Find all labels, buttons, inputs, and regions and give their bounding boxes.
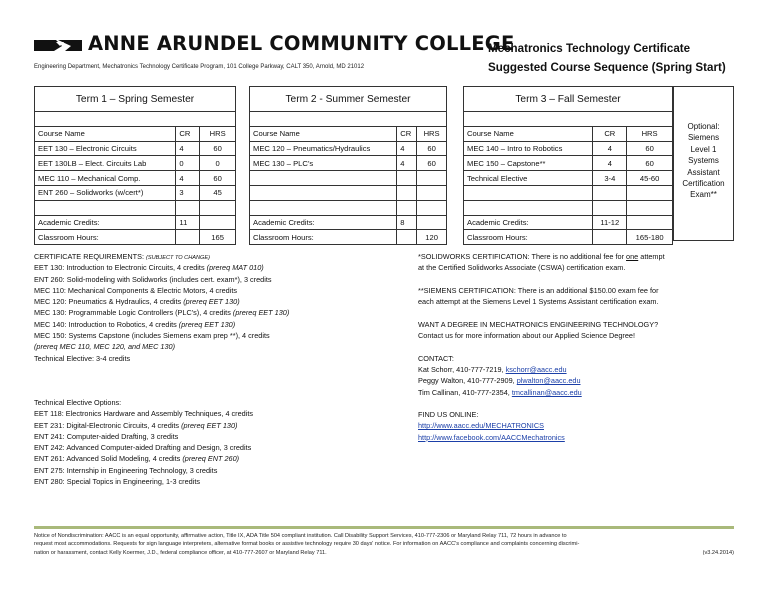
column-course-name: Course Name (35, 126, 176, 141)
course-cell: MEC 150 – Capstone** (464, 156, 593, 171)
course-text: EET 130: Introduction to Electronic Circuits, 4 credits (34, 263, 207, 273)
optional-line: Level 1 (690, 144, 717, 154)
course-text: ENT 280: Special Topics in Engineering, 1-3 credits (34, 477, 201, 487)
notice-line-1: Notice of Nondiscrimination: AACC is an equal opportunity, affirmative action, Title IX, ADA Title 504 compliant institution. Call Disability Support Services, 410-777-2306 or Maryland Relay 711, 72 hours in advance to (34, 533, 567, 539)
academic-credits-row (250, 215, 447, 230)
contact-row (418, 364, 665, 375)
cr-cell: 4 (397, 141, 417, 156)
course-text: Technical Elective: 3-4 credits (34, 353, 131, 363)
list-item (34, 274, 289, 285)
hrs-cell (417, 171, 447, 186)
course-text: EET 118: Electronics Hardware and Assembly Techniques, 4 credits (34, 409, 254, 419)
academic-credits-row (35, 215, 236, 230)
list-item (34, 476, 253, 487)
facebook-link[interactable]: http://www.facebook.com/AACCMechatronics (418, 432, 565, 442)
cr-cell (397, 185, 417, 200)
course-note: (prereq EET 130) (232, 308, 290, 318)
optional-line: Systems (688, 156, 719, 166)
hours-value: 120 (417, 230, 447, 245)
course-note: (prereq EET 130) (183, 297, 240, 307)
table-row (35, 171, 236, 186)
list-item (34, 353, 289, 364)
academic-credits-row (464, 215, 673, 230)
column-cr: CR (593, 126, 627, 141)
college-logo (34, 32, 515, 55)
course-cell: Technical Elective (464, 171, 593, 186)
cr-cell: 3 (176, 185, 200, 200)
credits-value: 8 (397, 215, 417, 230)
hrs-cell: 60 (627, 156, 673, 171)
column-cr: CR (397, 126, 417, 141)
column-cr: CR (176, 126, 200, 141)
course-text: ENT 275: Internship in Engineering Technology, 3 credits (34, 465, 218, 475)
document-title-line-2: Suggested Course Sequence (Spring Start) (488, 61, 726, 74)
hrs-cell: 60 (417, 156, 447, 171)
list-item (34, 431, 253, 442)
course-text: MEC 110: Mechanical Components & Electric Motors, 4 credits (34, 285, 238, 295)
term-2-title: Term 2 - Summer Semester (250, 87, 447, 112)
table-row (35, 185, 236, 200)
term-3-title: Term 3 – Fall Semester (464, 87, 673, 112)
credits-empty (417, 215, 447, 230)
hours-label: Classroom Hours: (35, 230, 176, 245)
course-cell (464, 200, 593, 215)
siemens-note-line-1: **SIEMENS CERTIFICATION: There is an additional $150.00 exam fee for (418, 285, 659, 295)
course-text: MEC 130: Programmable Logic Controllers (PLC's), 4 credits (34, 308, 233, 318)
optional-line: Certification (682, 179, 725, 189)
course-cell: MEC 130 – PLC’s (250, 156, 397, 171)
find-us-heading: FIND US ONLINE: (418, 410, 479, 420)
degree-line-2: Contact us for more information about our Applied Science Degree! (418, 331, 636, 341)
table-row (464, 156, 673, 171)
table-row (464, 171, 673, 186)
table-row (35, 200, 236, 215)
notice-line-2: request most accommodations. Requests for sign language interpreters, alternative format books or assistive technology require 30 days' notice. For information on AACC's compliance and complaints concerning discrimi- (34, 541, 580, 548)
course-cell: MEC 120 – Pneumatics/Hydraulics (250, 141, 397, 156)
contact-name: Kat Schorr, 410-777-7219, (418, 364, 506, 374)
solidworks-underlined: one (626, 252, 639, 261)
course-cell (250, 185, 397, 200)
version-number: (v3.24.2014) (702, 549, 734, 556)
email-link[interactable]: tmcallinan@aacc.edu (511, 387, 582, 397)
hours-label: Classroom Hours: (464, 230, 593, 245)
email-link[interactable]: plwalton@aacc.edu (516, 376, 581, 386)
term-2-table (249, 86, 447, 245)
optional-line: Optional: (687, 122, 720, 131)
college-logo-icon (34, 37, 82, 51)
requirements-heading-note: (SUBJECT TO CHANGE) (146, 255, 210, 261)
column-hrs: HRS (200, 126, 236, 141)
cr-cell: 4 (593, 156, 627, 171)
table-row (250, 171, 447, 186)
credits-empty (627, 215, 673, 230)
cr-cell (397, 171, 417, 186)
table-row (464, 185, 673, 200)
cr-cell: 3-4 (593, 171, 627, 186)
column-hrs: HRS (417, 126, 447, 141)
blank-line (418, 274, 665, 285)
cr-cell: 4 (397, 156, 417, 171)
spacer-row (464, 112, 673, 127)
course-text: ENT 261: Advanced Solid Modeling, 4 credits (34, 454, 183, 464)
credits-value: 11-12 (593, 215, 627, 230)
term-3-table (463, 86, 673, 245)
list-item (34, 408, 253, 419)
column-course-name: Course Name (250, 126, 397, 141)
table-row (250, 141, 447, 156)
credits-value: 11 (176, 215, 200, 230)
course-cell: ENT 260 – Solidworks (w/cert*) (35, 185, 176, 200)
cr-cell (176, 200, 200, 215)
cr-cell: 4 (593, 141, 627, 156)
hrs-cell: 45-60 (627, 171, 673, 186)
spacer-row (250, 112, 447, 127)
footer-divider (34, 526, 734, 529)
cr-cell (593, 185, 627, 200)
college-name: ANNE ARUNDEL COMMUNITY COLLEGE (88, 32, 515, 55)
course-cell: EET 130LB – Elect. Circuits Lab (35, 156, 176, 171)
hrs-cell: 60 (200, 141, 236, 156)
degree-line-1: WANT A DEGREE IN MECHATRONICS ENGINEERING TECHNOLOGY? (418, 319, 659, 329)
table-row (464, 200, 673, 215)
blank-line (418, 307, 665, 318)
requirements-heading (34, 251, 289, 262)
list-item (34, 319, 289, 330)
table-row (250, 156, 447, 171)
document-title-line-1: Mechatronics Technology Certificate (488, 42, 691, 55)
hours-empty (593, 230, 627, 245)
hrs-cell (200, 200, 236, 215)
credits-label: Academic Credits: (464, 215, 593, 230)
list-item (34, 285, 289, 296)
contact-row (418, 375, 665, 386)
hours-empty (176, 230, 200, 245)
list-item (34, 420, 253, 431)
course-cell (250, 200, 397, 215)
contact-name: Peggy Walton, 410-777-2909, (418, 376, 517, 386)
course-note: (prereq EET 130) (181, 420, 238, 430)
spacer-row (35, 112, 236, 127)
certification-info (418, 251, 665, 443)
electives-heading: Technical Elective Options: (34, 398, 122, 407)
classroom-hours-row (250, 230, 447, 245)
cr-cell (593, 200, 627, 215)
term-1-table (34, 86, 236, 245)
list-item (34, 442, 253, 453)
column-course-name: Course Name (464, 126, 593, 141)
hrs-cell: 60 (417, 141, 447, 156)
course-cell (250, 171, 397, 186)
table-row (35, 141, 236, 156)
department-address: Engineering Department, Mechatronics Technology Certificate Program, 101 College Parkway, CALT 350, Arnold, MD 21012 (34, 64, 365, 70)
hrs-cell: 45 (200, 185, 236, 200)
facebook-link-row (418, 432, 665, 443)
certificate-requirements (34, 251, 289, 364)
course-text: ENT 260: Solid-modeling with Solidworks (includes cert. exam*), 3 credits (34, 274, 272, 284)
course-note: (prereq MAT 010) (206, 263, 264, 273)
course-cell: MEC 110 – Mechanical Comp. (35, 171, 176, 186)
requirements-heading-text: CERTIFICATE REQUIREMENTS: (34, 252, 145, 261)
blank-line (418, 341, 665, 352)
credits-label: Academic Credits: (250, 215, 397, 230)
mechatronics-website-link (418, 420, 665, 431)
classroom-hours-row (35, 230, 236, 245)
term-1-title: Term 1 – Spring Semester (35, 87, 236, 112)
website-link[interactable]: http://www.aacc.edu/MECHATRONICS (418, 421, 544, 431)
hrs-cell: 60 (200, 171, 236, 186)
course-cell: MEC 140 – Intro to Robotics (464, 141, 593, 156)
cr-cell: 0 (176, 156, 200, 171)
list-item (34, 296, 289, 307)
credits-empty (200, 215, 236, 230)
table-row (250, 185, 447, 200)
solidworks-text-end: attempt (638, 252, 665, 261)
course-note: (prereq ENT 260) (182, 454, 240, 464)
hrs-cell (417, 200, 447, 215)
hrs-cell (417, 185, 447, 200)
solidworks-note-line-1 (418, 251, 665, 262)
hrs-cell (627, 200, 673, 215)
document-title (488, 39, 726, 77)
classroom-hours-row (464, 230, 673, 245)
hrs-cell: 0 (200, 156, 236, 171)
cr-cell (397, 200, 417, 215)
siemens-note-line-2: each attempt at the Siemens Level 1 Systems Assistant certification exam. (418, 297, 659, 307)
credits-label: Academic Credits: (35, 215, 176, 230)
course-text: ENT 242: Advanced Computer-aided Drafting and Design, 3 credits (34, 443, 252, 453)
table-row (35, 156, 236, 171)
hours-label: Classroom Hours: (250, 230, 397, 245)
course-text: MEC 150: Systems Capstone (includes Siemens exam prep **), 4 credits (34, 331, 270, 341)
course-cell: EET 130 – Electronic Circuits (35, 141, 176, 156)
course-text: EET 231: Digital-Electronic Circuits, 4 credits (34, 420, 182, 430)
hours-value: 165-180 (627, 230, 673, 245)
solidworks-note-line-2: at the Certified Solidworks Associate (CSWA) certification exam. (418, 263, 626, 273)
course-note: (prereq EET 130) (178, 319, 236, 329)
notice-line-3: nation or harassment, contact Kelly Koermer, J.D., federal compliance officer, at 410-777-2607 or Maryland Relay 711. (34, 549, 327, 556)
cr-cell: 4 (176, 141, 200, 156)
technical-elective-options (34, 397, 253, 487)
list-item (34, 453, 253, 464)
hrs-cell (627, 185, 673, 200)
list-item (34, 307, 289, 318)
course-cell (35, 200, 176, 215)
contact-name: Tim Callinan, 410-777-2354, (418, 387, 512, 397)
list-item (34, 341, 289, 352)
optional-certification-box (673, 86, 734, 241)
optional-line: Siemens (687, 133, 720, 143)
contact-heading: CONTACT: (418, 353, 454, 363)
list-item (34, 330, 289, 341)
table-row (250, 200, 447, 215)
table-row (464, 141, 673, 156)
contact-row (418, 387, 665, 398)
nondiscrimination-notice (34, 532, 734, 557)
course-cell (464, 185, 593, 200)
optional-line: Assistant (687, 167, 720, 177)
blank-line (418, 398, 665, 409)
email-link[interactable]: kschorr@aacc.edu (505, 364, 567, 374)
list-item (34, 465, 253, 476)
cr-cell: 4 (176, 171, 200, 186)
hrs-cell: 60 (627, 141, 673, 156)
course-text: MEC 120: Pneumatics & Hydraulics, 4 credits (34, 297, 184, 307)
course-text: ENT 241: Computer-aided Drafting, 3 credits (34, 431, 179, 441)
column-hrs: HRS (627, 126, 673, 141)
solidworks-text: *SOLIDWORKS CERTIFICATION: There is no additional fee for (418, 252, 627, 261)
hours-value: 165 (200, 230, 236, 245)
list-item (34, 262, 289, 273)
course-text: MEC 140: Introduction to Robotics, 4 credits (34, 319, 179, 329)
optional-line: Exam** (690, 190, 717, 200)
course-note: (prereq MEC 110, MEC 120, and MEC 130) (34, 342, 175, 352)
hours-empty (397, 230, 417, 245)
